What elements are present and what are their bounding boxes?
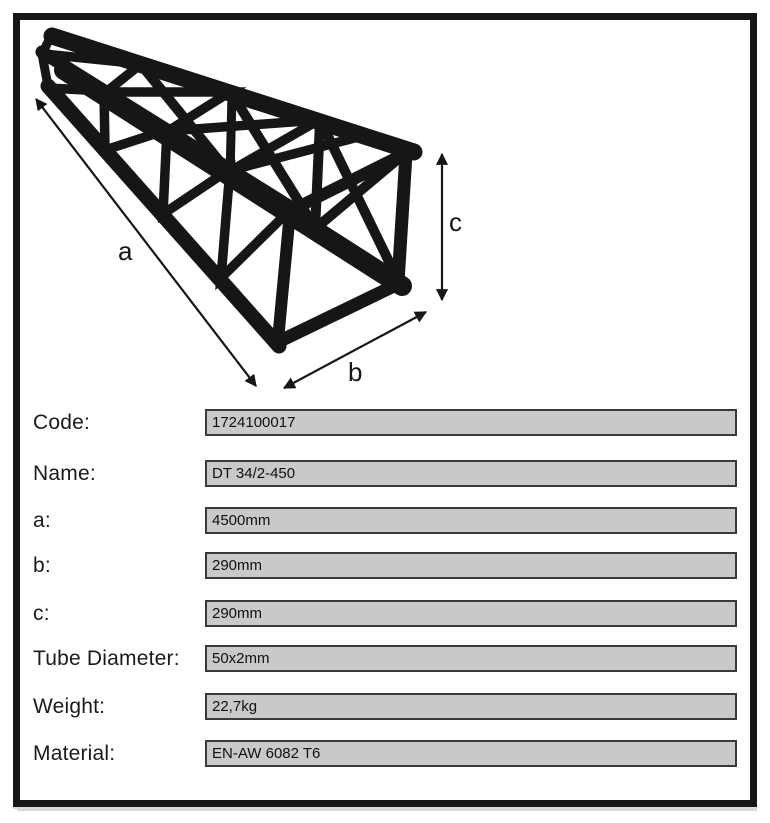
field-label-code: Code: bbox=[33, 411, 91, 434]
dimension-label-a: a bbox=[118, 236, 133, 266]
spec-row-b bbox=[33, 552, 737, 579]
field-label-c: c: bbox=[33, 602, 50, 625]
spec-row-weight bbox=[33, 693, 737, 720]
field-label-a: a: bbox=[33, 509, 51, 532]
spec-row-code bbox=[33, 409, 737, 436]
spec-row-c bbox=[33, 600, 737, 627]
spec-row-a bbox=[33, 507, 737, 534]
spec-form bbox=[20, 20, 750, 800]
field-value-code: 1724100017 bbox=[205, 409, 737, 436]
field-label-tube-diameter: Tube Diameter: bbox=[33, 647, 180, 670]
field-label-name: Name: bbox=[33, 462, 96, 485]
field-value-c: 290mm bbox=[205, 600, 737, 627]
field-value-weight: 22,7kg bbox=[205, 693, 737, 720]
field-value-tube-diameter: 50x2mm bbox=[205, 645, 737, 672]
field-label-weight: Weight: bbox=[33, 695, 106, 718]
field-value-material: EN-AW 6082 T6 bbox=[205, 740, 737, 767]
dimension-label-b: b bbox=[348, 357, 363, 387]
sheet-frame bbox=[13, 13, 757, 807]
field-value-name: DT 34/2-450 bbox=[205, 460, 737, 487]
field-value-b: 290mm bbox=[205, 552, 737, 579]
spec-row-name bbox=[33, 460, 737, 487]
dimension-label-c: c bbox=[449, 207, 462, 237]
spec-row-material bbox=[33, 740, 737, 767]
spec-row-tube-diameter bbox=[33, 645, 737, 672]
field-label-b: b: bbox=[33, 554, 51, 577]
field-value-a: 4500mm bbox=[205, 507, 737, 534]
field-label-material: Material: bbox=[33, 742, 116, 765]
